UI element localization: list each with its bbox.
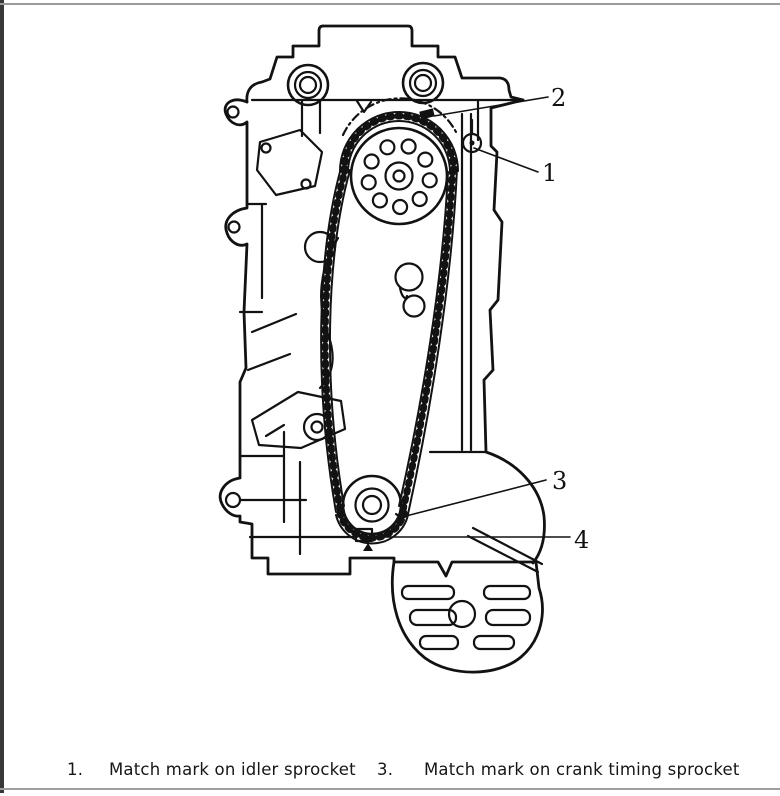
oil-pan-slots xyxy=(402,586,530,649)
bolt-hole xyxy=(373,193,387,207)
timing-chain xyxy=(321,112,458,543)
callout-label-1: 1 xyxy=(542,159,558,187)
pan-strap-1 xyxy=(468,536,538,572)
upper-left-bracket xyxy=(257,130,322,195)
left-edge xyxy=(220,100,394,574)
ear-hole-top xyxy=(228,107,239,118)
leader-1 xyxy=(474,148,538,172)
bolt-hole xyxy=(418,153,432,167)
callout-label-4: 4 xyxy=(574,526,590,554)
crank-center-hole xyxy=(363,496,381,514)
bolt-hole xyxy=(393,200,407,214)
chain-match-mark xyxy=(419,108,435,119)
legend-item-1-number: 1. xyxy=(67,760,84,779)
bolt-hole xyxy=(402,140,416,154)
oil-pan-drain xyxy=(449,601,475,627)
foot-hook xyxy=(226,493,240,507)
bolt-hole xyxy=(413,192,427,206)
bolt-hole xyxy=(365,155,379,169)
leader-3 xyxy=(406,480,546,516)
crank-rim xyxy=(343,476,401,534)
idler-hub xyxy=(386,163,413,190)
bolt-hole xyxy=(362,175,376,189)
left-boss xyxy=(288,65,328,105)
legend-item-3-number: 3. xyxy=(377,760,394,779)
top-cap-left xyxy=(247,26,323,102)
oil-pan xyxy=(392,562,542,672)
idler-bolt-holes xyxy=(362,140,437,215)
chain-guide-pivots xyxy=(396,264,425,317)
legend-item-3-label: Match mark on crank timing sprocket xyxy=(424,760,740,779)
oil-pan-outline xyxy=(392,562,542,672)
legend-item-1-label: Match mark on idler sprocket xyxy=(109,760,356,779)
crank-hub xyxy=(356,489,389,522)
right-boss xyxy=(403,63,443,103)
bolt-hole xyxy=(423,173,437,187)
idler-sprocket xyxy=(351,128,447,224)
bolt-hole xyxy=(380,140,394,154)
idler-center-hole xyxy=(394,171,405,182)
ear-hole-mid xyxy=(229,222,240,233)
callout-label-2: 2 xyxy=(551,84,567,112)
pan-strap-2 xyxy=(473,528,542,564)
crank-sprocket xyxy=(343,476,401,534)
callout-label-3: 3 xyxy=(552,467,568,495)
